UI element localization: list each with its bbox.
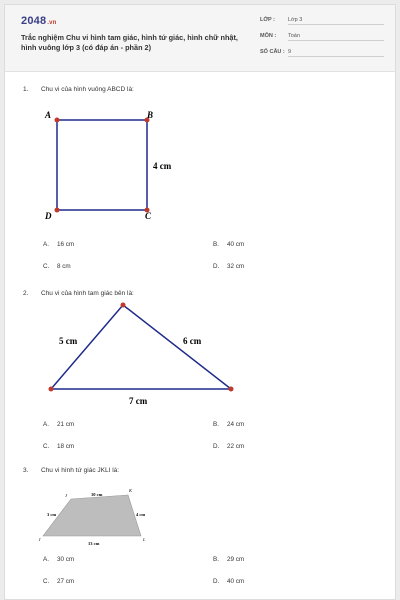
- side-label-top: 10 cm: [91, 492, 103, 497]
- meta-subject-label: MÔN :: [260, 33, 277, 39]
- option-text: 29 cm: [227, 556, 245, 563]
- question-text: Chu vi hình tứ giác JKLI là:: [41, 467, 120, 474]
- option-3b[interactable]: [213, 556, 244, 563]
- option-letter: D.: [213, 263, 220, 270]
- vertex-label-k: K: [129, 488, 133, 493]
- logo-text: 2048: [21, 15, 47, 27]
- option-text: 22 cm: [227, 443, 245, 450]
- option-letter: A.: [43, 421, 49, 428]
- quadrilateral-figure: [35, 483, 175, 551]
- option-2d[interactable]: [213, 443, 244, 450]
- option-letter: C.: [43, 578, 50, 585]
- option-letter: B.: [213, 556, 219, 563]
- side-label-bottom: 13 cm: [88, 541, 100, 546]
- option-letter: D.: [213, 578, 220, 585]
- option-text: 18 cm: [57, 443, 75, 450]
- option-text: 21 cm: [57, 421, 75, 428]
- option-3c[interactable]: [43, 578, 74, 585]
- option-letter: A.: [43, 241, 49, 248]
- vertex-label-a: A: [45, 110, 52, 120]
- worksheet-title: Trắc nghiệm Chu vi hình tam giác, hình tứ giác, hình chữ nhật, hình vuông lớp 3 (có đáp án - phần 2): [21, 33, 238, 52]
- worksheet-header: [5, 5, 395, 72]
- triangle-figure: [35, 300, 255, 410]
- option-text: 8 cm: [57, 263, 71, 270]
- option-1a[interactable]: [43, 241, 74, 248]
- option-letter: D.: [213, 443, 220, 450]
- option-1d[interactable]: [213, 263, 244, 270]
- meta-count-value: 9: [288, 49, 384, 57]
- option-3d[interactable]: [213, 578, 244, 585]
- option-letter: A.: [43, 556, 49, 563]
- option-text: 32 cm: [227, 263, 245, 270]
- side-label-right: 6 cm: [183, 336, 202, 346]
- option-letter: B.: [213, 241, 219, 248]
- option-text: 24 cm: [227, 421, 245, 428]
- option-text: 16 cm: [57, 241, 75, 248]
- meta-class-value: Lớp 3: [288, 17, 384, 25]
- option-1b[interactable]: [213, 241, 244, 248]
- option-text: 40 cm: [227, 241, 245, 248]
- option-letter: C.: [43, 443, 50, 450]
- side-label-right: 4 cm: [136, 512, 146, 517]
- meta-subject-value: Toán: [288, 33, 384, 41]
- question-text: Chu vi của hình tam giác bên là:: [41, 290, 134, 297]
- vertex-label-d: D: [45, 211, 52, 221]
- question-number: 2.: [23, 290, 29, 297]
- option-letter: C.: [43, 263, 50, 270]
- option-2b[interactable]: [213, 421, 244, 428]
- option-2a[interactable]: [43, 421, 74, 428]
- option-2c[interactable]: [43, 443, 74, 450]
- question-number: 3.: [23, 467, 29, 474]
- meta-count-label: SỐ CÂU :: [260, 49, 285, 55]
- option-text: 30 cm: [57, 556, 75, 563]
- site-logo[interactable]: [21, 15, 57, 27]
- option-text: 40 cm: [227, 578, 245, 585]
- vertex-label-l: L: [143, 537, 146, 542]
- vertex-label-b: B: [147, 110, 154, 120]
- meta-class-label: LỚP :: [260, 17, 275, 23]
- vertex-label-i: I: [39, 537, 41, 542]
- square-figure: [35, 105, 195, 225]
- question-number: 1.: [23, 86, 29, 93]
- vertex-label-c: C: [145, 211, 152, 221]
- vertex-label-j: J: [65, 493, 67, 498]
- option-text: 27 cm: [57, 578, 75, 585]
- side-label-left: 3 cm: [47, 512, 57, 517]
- side-label-bottom: 7 cm: [129, 396, 148, 406]
- option-3a[interactable]: [43, 556, 74, 563]
- side-length-label: 4 cm: [153, 161, 172, 171]
- logo-suffix: .vn: [47, 20, 57, 26]
- side-label-left: 5 cm: [59, 336, 78, 346]
- option-letter: B.: [213, 421, 219, 428]
- option-1c[interactable]: [43, 263, 71, 270]
- worksheet-page: [4, 4, 396, 600]
- question-text: Chu vi của hình vuông ABCD là:: [41, 86, 134, 93]
